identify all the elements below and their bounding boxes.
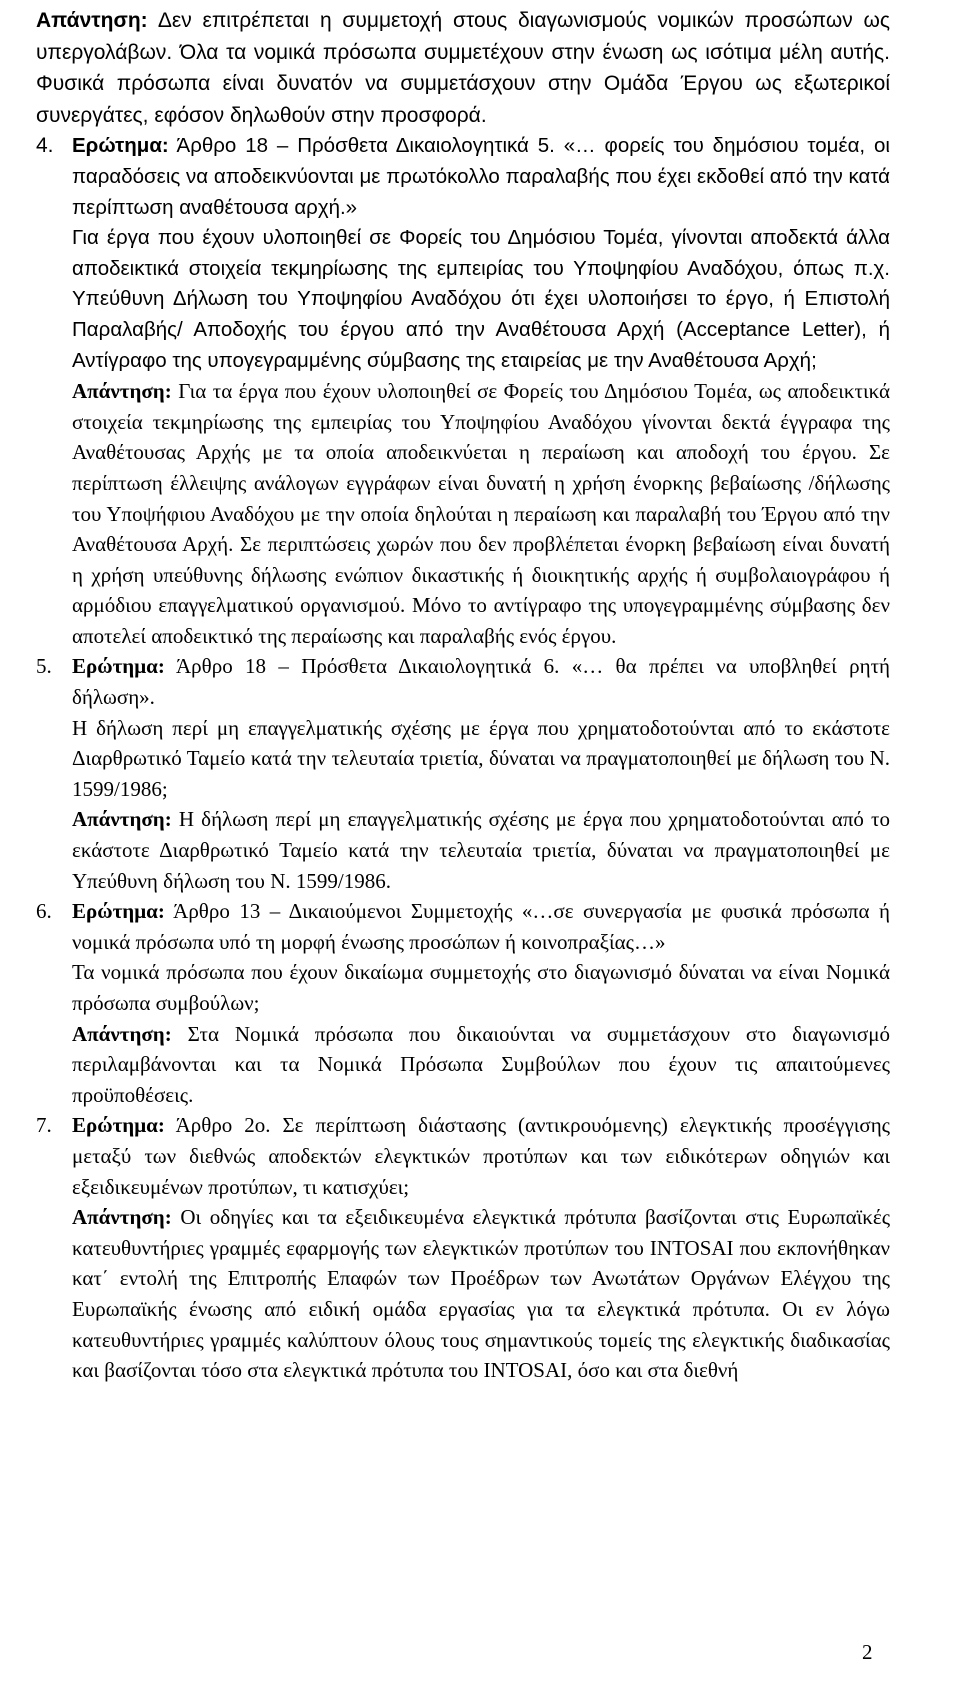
question-label: Ερώτημα:: [72, 654, 165, 679]
question-label: Ερώτημα:: [72, 134, 169, 158]
answer-text: Οι οδηγίες και τα εξειδικευμένα ελεγκτικά πρότυπα βασίζονται στις Ευρωπαϊκές κατευθυντήριες γραμμές εφαρμογής των ελεγκτικών προτύπων του INTOSAI που εκπονήθηκαν κατ΄ εντολή της Επιτροπής Επαφών των Προέδρων των Ανωτάτων Οργάνων Ελέγχου της Ευρωπαϊκής ένωσης από ειδική ομάδα εργασίας για τα ελεγκτικά πρότυπα. Οι εν λόγω κατευθυντήριες γραμμές καλύπτουν όλους τους σημαντικούς τομείς της ελεγκτικής διαδικασίας και βασίζονται τόσο στα ελεγκτικά πρότυπα του INTOSAI, όσο και στα διεθνή: [72, 1205, 891, 1383]
answer-text: Δεν επιτρέπεται η συμμετοχή στους διαγωνισμούς νομικών προσώπων ως υπεργολάβων. Όλα τα νομικά πρόσωπα συμμετέχουν στην ένωση ως ισότιμα μέλη αυτής. Φυσικά πρόσωπα είναι δυνατόν να συμμετάσχουν στην Ομάδα Έργου ως εξωτερικοί συνεργάτες, εφόσον δηλωθούν στην προσφορά.: [36, 9, 890, 127]
answer-text: Για τα έργα που έχουν υλοποιηθεί σε Φορείς του Δημόσιου Τομέα, ως αποδεικτικά στοιχεία τεκμηρίωσης της εμπειρίας του Υποψηφίου Αναδόχου γίνονται δεκτά έγγραφα της Αναθέτουσας Αρχής με τα οποία αποδεικνύεται η περαίωση και αποδοχή του έργου. Σε περίπτωση έλλειψης ανάλογων εγγράφων είναι δυνατή η χρήση ένορκης βεβαίωσης /δήλωσης του Υποψήφιου Αναδόχου με την οποία δηλούται η περαίωση και παραλαβή του Έργου από την Αναθέτουσα Αρχή. Σε περιπτώσεις χωρών που δεν προβλέπεται ένορκη βεβαίωση είναι δυνατή η χρήση υπεύθυνης δήλωσης ενώπιον δικαστικής ή διοικητικής αρχής ή συμβολαιογράφου ή αρμόδιου επαγγελματικού οργανισμού. Μόνο το αντίγραφο της υπογεγραμμένης σύμβασης δεν αποτελεί αποδεικτικό της περαίωσης και παραλαβής ενός έργου.: [72, 379, 890, 648]
question-label: Ερώτημα:: [72, 1113, 165, 1138]
question-label: Ερώτημα:: [72, 899, 165, 924]
question-item-7: [36, 1110, 890, 1385]
question-item-4: [36, 131, 890, 651]
question-item-6: [36, 896, 890, 1110]
question-paragraph: [72, 1110, 890, 1202]
question-paragraph: [72, 131, 890, 223]
question-text: Άρθρο 18 – Πρόσθετα Δικαιολογητικά 6. «… θα πρέπει να υποβληθεί ρητή δήλωση».: [72, 654, 890, 710]
answer-paragraph: [72, 1202, 890, 1386]
question-paragraph: [72, 896, 890, 957]
answer-label: Απάντηση:: [72, 1021, 172, 1046]
question-text: Άρθρο 18 – Πρόσθετα Δικαιολογητικά 5. «… φορείς του δημόσιου τομέα, οι παραδόσεις να αποδεικνύονται με πρωτόκολλο παραλαβής που έχει εκδοθεί από την κατά περίπτωση αναθέτουσα αρχή.»: [72, 134, 890, 219]
item-number: 6.: [36, 899, 52, 924]
answer-text: Η δήλωση περί μη επαγγελματικής σχέσης με έργα που χρηματοδοτούνται από το εκάστοτε Διαρθρωτικό Ταμείο κατά την τελευταία τριετία, δύναται να πραγματοποιηθεί με Υπεύθυνη δήλωση του Ν. 1599/1986.: [72, 807, 890, 893]
question-text: Άρθρο 2ο. Σε περίπτωση διάστασης (αντικρουόμενης) ελεγκτικής προσέγγισης μεταξύ των διεθνώς αποδεκτών ελεγκτικών προτύπων και των ειδικότερων οδηγιών και εξειδικευμένων προτύπων, τι κατισχύει;: [72, 1113, 891, 1199]
answer-paragraph: [72, 804, 890, 896]
answer-label: Απάντηση:: [72, 379, 172, 404]
question-text: Άρθρο 13 – Δικαιούμενοι Συμμετοχής «…σε συνεργασία με φυσικά πρόσωπα ή νομικά πρόσωπα υπό τη μορφή ένωσης προσώπων ή κοινοπραξίας…»: [72, 899, 891, 954]
question-paragraph-continued: Τα νομικά πρόσωπα που έχουν δικαίωμα συμμετοχής στο διαγωνισμό δύναται να είναι Νομικά πρόσωπα συμβούλων;: [72, 960, 890, 1015]
item-number: 7.: [36, 1113, 52, 1138]
answer-paragraph: [72, 1019, 890, 1111]
answer-label: Απάντηση:: [72, 1205, 172, 1230]
page-number: 2: [862, 1640, 873, 1664]
question-item-5: [36, 651, 890, 896]
answer-label: Απάντηση:: [36, 9, 148, 32]
document-page: [36, 0, 890, 1386]
question-paragraph-continued: Για έργα που έχουν υλοποιηθεί σε Φορείς του Δημόσιου Τομέα, γίνονται αποδεκτά άλλα αποδεικτικά στοιχεία τεκμηρίωσης της εμπειρίας του Υποψηφίου Αναδόχου, όπως π.χ. Υπεύθυνη Δήλωση του Υποψηφίου Αναδόχου ότι έχει υλοποιήσει το έργο, ή Επιστολή Παραλαβής/ Αποδοχής του έργου από την Αναθέτουσα Αρχή (Acceptance Letter), ή Αντίγραφο της υπογεγραμμένης σύμβασης της εταιρείας με την Αναθέτουσα Αρχή;: [72, 226, 890, 372]
question-paragraph-continued: Η δήλωση περί μη επαγγελματικής σχέσης με έργα που χρηματοδοτούνται από το εκάστοτε Διαρθρωτικό Ταμείο κατά την τελευταία τριετία, δύναται να πραγματοποιηθεί με δήλωση του Ν. 1599/1986;: [72, 715, 890, 801]
answer-paragraph: [36, 5, 890, 131]
question-paragraph: [72, 651, 890, 712]
item-number: 5.: [36, 654, 52, 679]
item-number: 4.: [36, 134, 54, 158]
answer-paragraph: [72, 376, 890, 651]
answer-text: Στα Νομικά πρόσωπα που δικαιούνται να συμμετάσχουν στο διαγωνισμό περιλαμβάνονται και τα Νομικά Πρόσωπα Συμβούλων που έχουν τις απαιτούμενες προϋποθέσεις.: [72, 1021, 890, 1107]
answer-label: Απάντηση:: [72, 807, 172, 832]
